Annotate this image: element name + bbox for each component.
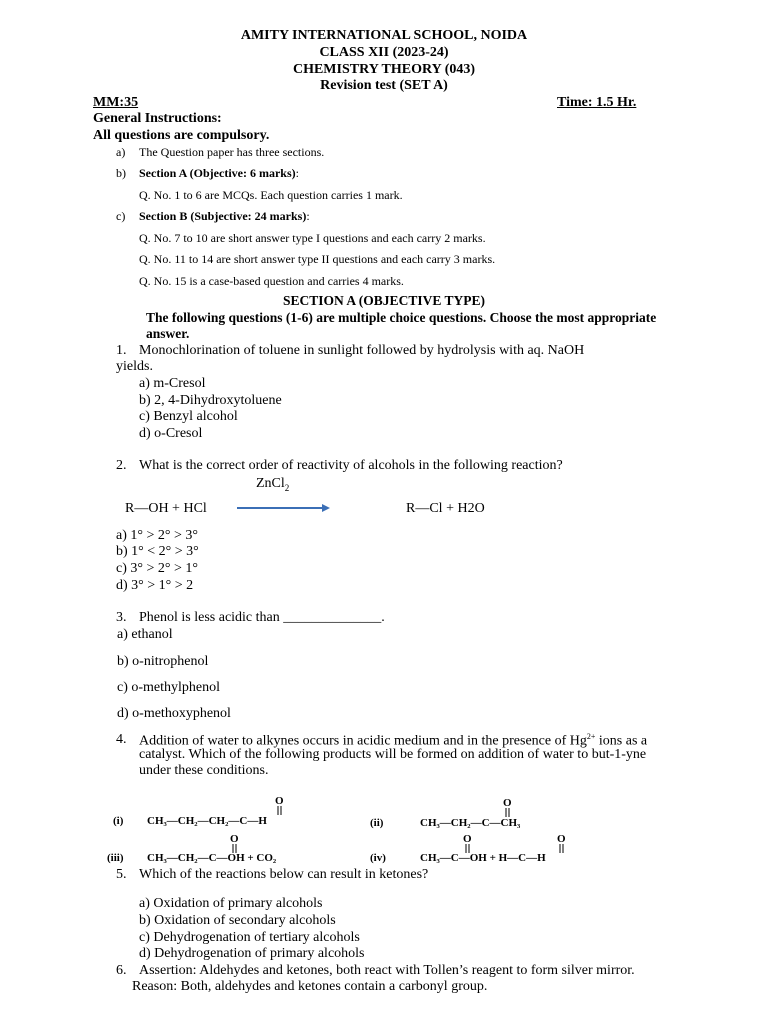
q3-option-d: d) o-methoxyphenol: [117, 706, 231, 721]
q2-products: R—Cl + H2O: [406, 501, 485, 516]
structure-iii-label: (iii): [107, 852, 124, 864]
q3-number: 3.: [116, 610, 127, 625]
q2-reactants: R—OH + HCl: [125, 501, 207, 516]
subject-title: CHEMISTRY THEORY (043): [292, 62, 476, 77]
instruction-b: [139, 166, 299, 181]
instructions-heading: General Instructions:: [93, 111, 222, 126]
structure-ii-formula: CH₃—CH₂—C—CH₃: [420, 817, 521, 829]
structure-iv-oxygen-1: O: [463, 833, 472, 845]
structure-iv-label: (iv): [370, 852, 386, 864]
instruction-c-colon: :: [306, 209, 310, 223]
q4-text-line1-a: Addition of water to alkynes occurs in acidic medium and in the presence of Hg: [139, 733, 587, 749]
q5-text: Which of the reactions below can result in ketones?: [139, 867, 429, 882]
structure-i-formula: CH₃—CH₂—CH₂—C—H: [147, 815, 267, 827]
q3-text: Phenol is less acidic than ______________.: [139, 610, 385, 625]
q1-text-line1: Monochlorination of toluene in sunlight followed by hydrolysis with aq. NaOH: [139, 343, 585, 358]
q4-structures: [105, 790, 615, 868]
instructions-compulsory: All questions are compulsory.: [93, 128, 270, 143]
instruction-c: [139, 209, 310, 224]
q2-option-d: d) 3° > 1° > 2: [116, 578, 194, 593]
instruction-c-sub3: Q. No. 15 is a case-based question and carries 4 marks.: [139, 274, 404, 288]
q1-text-line2: yields.: [116, 359, 153, 374]
q2-catalyst-subscript: 2: [284, 482, 290, 493]
q2-catalyst-formula: ZnCl: [256, 476, 285, 491]
instruction-c-bold: Section B (Subjective: 24 marks): [139, 209, 307, 223]
q2-text: What is the correct order of reactivity of alcohols in the following reaction?: [139, 458, 563, 473]
q2-catalyst: [256, 476, 289, 493]
instruction-c-marker: c): [116, 209, 126, 223]
section-a-title: SECTION A (OBJECTIVE TYPE): [283, 293, 485, 308]
q3-option-a: a) ethanol: [117, 627, 173, 642]
instruction-a: The Question paper has three sections.: [139, 145, 325, 159]
q1-number: 1.: [116, 343, 127, 358]
q5-option-b: b) Oxidation of secondary alcohols: [139, 913, 336, 928]
structure-iv-formula: CH₃—C—OH + H—C—H: [420, 852, 546, 864]
q1-option-d: d) o-Cresol: [139, 426, 203, 441]
test-title: Revision test (SET A): [320, 78, 448, 93]
q5-option-c: c) Dehydrogenation of tertiary alcohols: [139, 930, 360, 945]
max-marks: MM:35: [93, 95, 139, 110]
q1-option-c: c) Benzyl alcohol: [139, 409, 238, 424]
instruction-b-bold: Section A (Objective: 6 marks): [139, 166, 296, 180]
structure-iii-formula: CH₃—CH₂—C—OH + CO₂: [147, 852, 277, 864]
instruction-b-marker: b): [116, 166, 126, 180]
q3-option-c: c) o-methylphenol: [117, 680, 221, 695]
q2-reaction-arrow: [236, 501, 332, 515]
q2-option-c: c) 3° > 2° > 1°: [116, 561, 198, 576]
q2-option-b: b) 1° < 2° > 3°: [116, 544, 199, 559]
q4-number: 4.: [116, 732, 127, 747]
q1-option-b: b) 2, 4-Dihydroxytoluene: [139, 393, 282, 408]
class-title: CLASS XII (2023-24): [319, 45, 449, 60]
q4-text-line1-b: ions as a: [595, 733, 648, 749]
q5-option-d: d) Dehydrogenation of primary alcohols: [139, 946, 365, 961]
q6-reason: Reason: Both, aldehydes and ketones contain a carbonyl group.: [132, 979, 488, 994]
structure-i-label: (i): [113, 815, 124, 827]
structure-i-oxygen: O: [275, 795, 284, 807]
structure-ii-label: (ii): [370, 817, 384, 829]
q4-text-superscript: 2+: [586, 732, 596, 741]
q5-number: 5.: [116, 867, 127, 882]
structure-iii-oxygen: O: [230, 833, 239, 845]
structure-ii-oxygen: O: [503, 797, 512, 809]
q4-text-line3: under these conditions.: [139, 763, 269, 778]
structure-iv-oxygen-2: O: [557, 833, 566, 845]
section-a-instruction-line2: answer.: [146, 326, 190, 341]
q5-option-a: a) Oxidation of primary alcohols: [139, 896, 323, 911]
instruction-a-marker: a): [116, 145, 126, 159]
q2-number: 2.: [116, 458, 127, 473]
instruction-b-colon: :: [295, 166, 299, 180]
q3-option-b: b) o-nitrophenol: [117, 654, 209, 669]
instruction-c-sub2: Q. No. 11 to 14 are short answer type II questions and each carry 3 marks.: [139, 252, 496, 266]
instruction-b-sub1: Q. No. 1 to 6 are MCQs. Each question carries 1 mark.: [139, 188, 403, 202]
q6-number: 6.: [116, 963, 127, 978]
section-a-instruction-line1: The following questions (1-6) are multiple choice questions. Choose the most appropriate: [146, 310, 657, 325]
q4-text-line2: catalyst. Which of the following products will be formed on addition of water to but-1-yne: [139, 747, 647, 762]
school-name: AMITY INTERNATIONAL SCHOOL, NOIDA: [240, 28, 528, 43]
q2-option-a: a) 1° > 2° > 3°: [116, 528, 198, 543]
time-allowed: Time: 1.5 Hr.: [557, 95, 637, 110]
instruction-c-sub1: Q. No. 7 to 10 are short answer type I questions and each carry 2 marks.: [139, 231, 486, 245]
q1-option-a: a) m-Cresol: [139, 376, 206, 391]
q6-assertion: Assertion: Aldehydes and ketones, both react with Tollen’s reagent to form silver mirror.: [139, 963, 635, 978]
